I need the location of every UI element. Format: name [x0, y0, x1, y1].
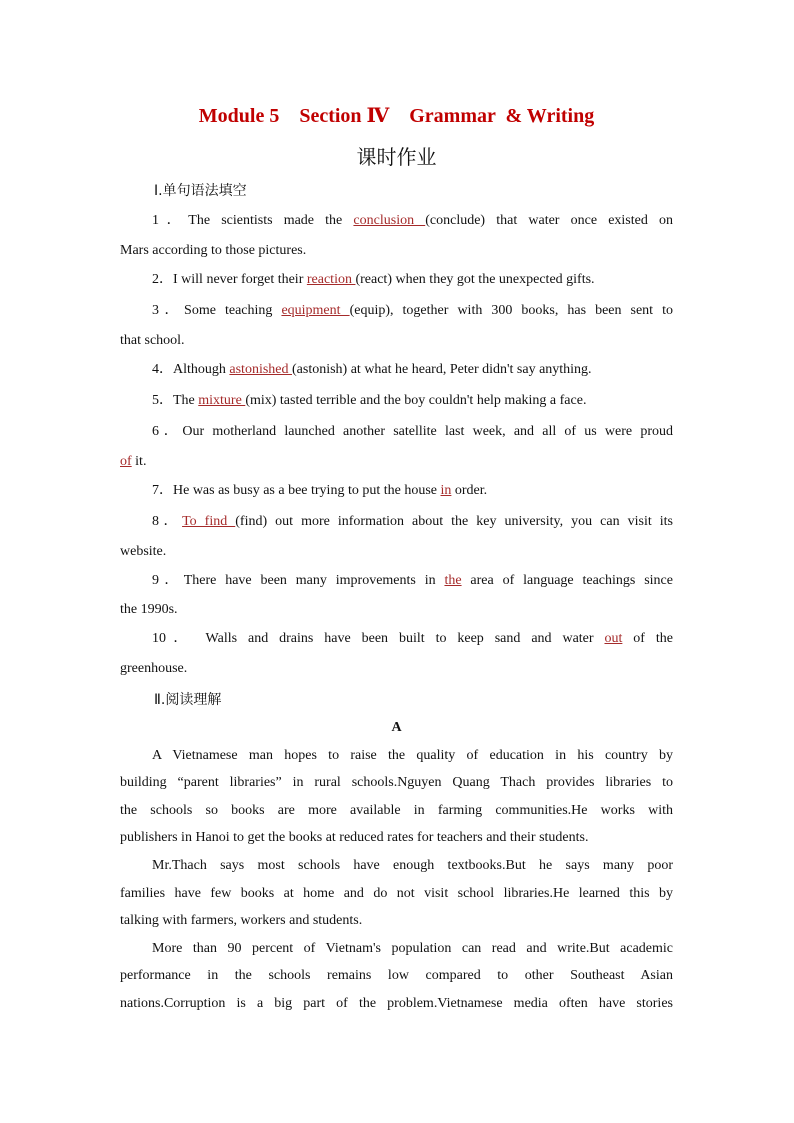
answer-blank: in	[440, 483, 452, 498]
passage-line: building “parent libraries” in rural schools.Nguyen Quang Thach provides libraries to	[120, 775, 673, 790]
question-10-continuation: greenhouse.	[120, 661, 188, 676]
passage-line: talking with farmers, workers and students.	[120, 913, 363, 928]
question-2: 2．I will never forget their reaction (react) when they got the unexpected gifts.	[152, 272, 595, 287]
section-heading-grammar: Ⅰ.单句语法填空	[154, 183, 247, 199]
question-3-continuation: that school.	[120, 333, 185, 348]
passage-line: A Vietnamese man hopes to raise the quality of education in his country by	[152, 748, 673, 763]
answer-blank: astonished	[229, 362, 292, 377]
question-10: 10． Walls and drains have been built to keep sand and water out of the	[152, 631, 673, 646]
answer-blank: To find	[182, 514, 236, 529]
question-1-continuation: Mars according to those pictures.	[120, 243, 307, 258]
question-9: 9．There have been many improvements in the area of language teachings since	[152, 573, 673, 588]
answer-blank: equipment	[281, 303, 350, 318]
question-9-continuation: the 1990s.	[120, 602, 178, 617]
answer-blank: mixture	[198, 393, 246, 408]
question-1: 1．The scientists made the conclusion (conclude) that water once existed on	[152, 213, 673, 228]
answer-blank: of	[120, 454, 132, 469]
question-6-continuation: of it.	[120, 454, 147, 469]
passage-line: More than 90 percent of Vietnam's population can read and write.But academic	[152, 941, 673, 956]
answer-blank: conclusion	[353, 213, 426, 228]
passage-line: Mr.Thach says most schools have enough textbooks.But he says many poor	[152, 858, 673, 873]
passage-label: A	[391, 720, 402, 735]
question-4: 4．Although astonished (astonish) at what he heard, Peter didn't say anything.	[152, 362, 592, 377]
answer-blank: reaction	[306, 272, 356, 287]
passage-line: performance in the schools remains low compared to other Southeast Asian	[120, 968, 673, 983]
question-8-continuation: website.	[120, 544, 167, 559]
passage-line: publishers in Hanoi to get the books at reduced rates for teachers and their students.	[120, 830, 589, 845]
passage-line: nations.Corruption is a big part of the problem.Vietnamese media often have stories	[120, 996, 673, 1011]
section-heading-reading: Ⅱ.阅读理解	[154, 692, 222, 708]
page-subtitle: 课时作业	[356, 145, 437, 169]
passage-line: the schools so books are more available in farming communities.He works with	[120, 803, 673, 818]
question-6: 6．Our motherland launched another satellite last week, and all of us were proud	[152, 424, 673, 439]
question-7: 7．He was as busy as a bee trying to put the house in order.	[152, 483, 488, 498]
passage-line: families have few books at home and do not visit school libraries.He learned this by	[120, 886, 673, 901]
question-3: 3．Some teaching equipment (equip), together with 300 books, has been sent to	[152, 303, 673, 318]
answer-blank: the	[444, 573, 462, 588]
question-8: 8．To find (find) out more information about the key university, you can visit its	[152, 514, 673, 529]
question-5: 5．The mixture (mix) tasted terrible and the boy couldn't help making a face.	[152, 393, 587, 408]
answer-blank: out	[604, 631, 623, 646]
page-title: Module 5 Section Ⅳ Grammar & Writing	[198, 105, 595, 127]
